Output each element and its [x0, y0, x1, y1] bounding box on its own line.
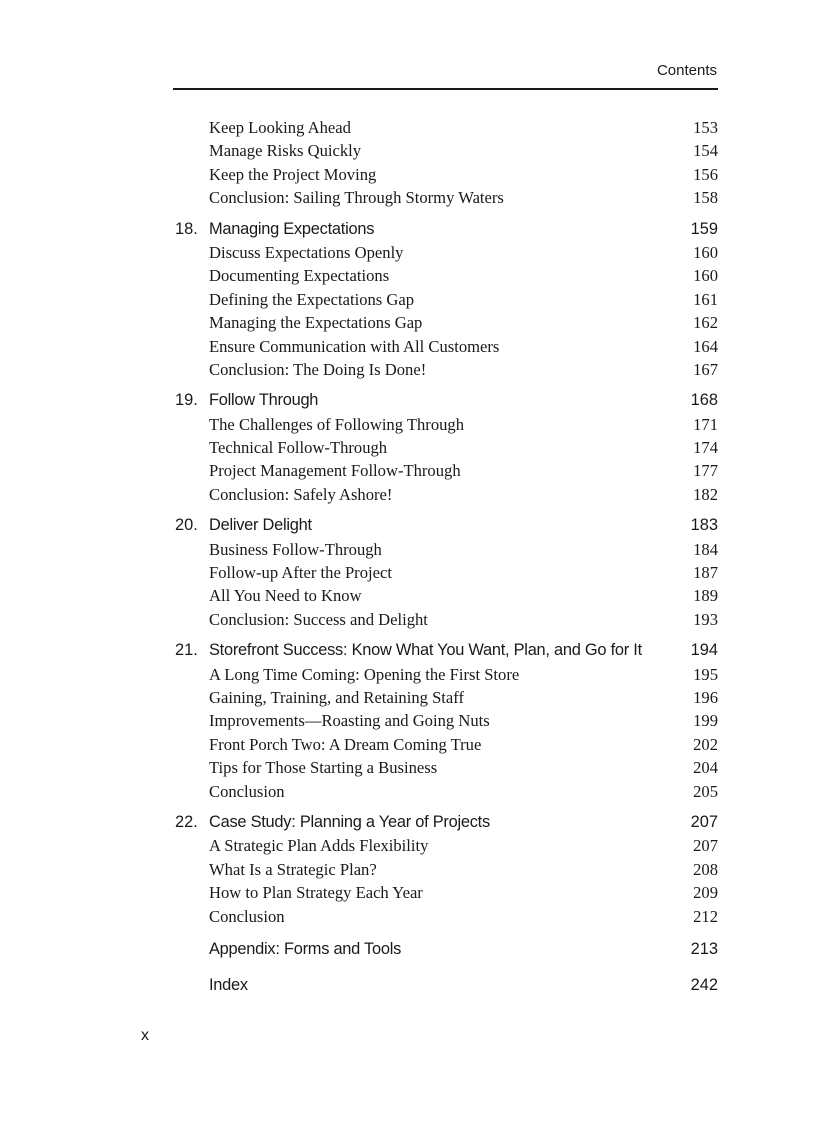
table-of-contents [173, 116, 718, 1008]
toc-entry-title: Technical Follow-Through [209, 438, 388, 458]
continued-chapter-section [173, 116, 718, 210]
toc-entry[interactable] [173, 709, 718, 732]
toc-entry-title: What Is a Strategic Plan? [209, 859, 377, 879]
chapter-number: 21. [175, 641, 198, 660]
toc-entry[interactable] [173, 139, 718, 162]
toc-entry-page: 174 [693, 438, 718, 458]
toc-entry-page: 204 [693, 758, 718, 778]
toc-entry-page: 199 [693, 711, 718, 731]
index-page: 242 [690, 975, 718, 994]
toc-entry-title: Conclusion: The Doing Is Done! [209, 359, 427, 379]
chapter-number: 22. [175, 812, 198, 831]
chapter-page: 183 [690, 516, 718, 535]
toc-entry[interactable] [173, 584, 718, 607]
chapter-title: Managing Expectations [209, 219, 375, 238]
chapter-page: 168 [690, 391, 718, 410]
toc-entry-title: Documenting Expectations [209, 266, 390, 286]
toc-entry-title: Tips for Those Starting a Business [209, 758, 438, 778]
toc-entry[interactable] [173, 116, 718, 139]
chapter-heading[interactable] [173, 811, 718, 834]
chapter-title: Storefront Success: Know What You Want, Plan, and Go for It [209, 641, 642, 660]
chapter-22-section [173, 811, 718, 928]
toc-entry[interactable] [173, 163, 718, 186]
appendix-page: 213 [690, 939, 718, 958]
toc-entry-page: 167 [693, 359, 718, 379]
toc-entry[interactable] [173, 538, 718, 561]
toc-entry-page: 208 [693, 859, 718, 879]
toc-entry-page: 161 [693, 289, 718, 309]
toc-entry-title: Defining the Expectations Gap [209, 289, 415, 309]
toc-entry-page: 160 [693, 242, 718, 262]
index-heading[interactable] [173, 972, 718, 998]
toc-entry-page: 162 [693, 313, 718, 333]
chapter-title: Follow Through [209, 391, 319, 410]
toc-entry-title: Conclusion [209, 906, 285, 926]
toc-entry-title: The Challenges of Following Through [209, 414, 465, 434]
toc-entry-page: 189 [693, 586, 718, 606]
toc-entry-page: 177 [693, 461, 718, 481]
chapter-heading[interactable] [173, 218, 718, 241]
toc-entry-title: Improvements—Roasting and Going Nuts [209, 711, 490, 731]
running-head: Contents [656, 62, 717, 79]
chapter-heading[interactable] [173, 514, 718, 537]
toc-entry-page: 154 [693, 141, 718, 161]
index-section [173, 972, 718, 998]
header-rule [173, 88, 718, 90]
toc-entry-page: 202 [693, 734, 718, 754]
toc-entry[interactable] [173, 311, 718, 334]
chapter-21-section [173, 639, 718, 803]
appendix-section [173, 936, 718, 962]
toc-entry[interactable] [173, 483, 718, 506]
toc-entry-page: 184 [693, 539, 718, 559]
toc-entry-title: Follow-up After the Project [209, 563, 392, 583]
toc-entry-page: 212 [693, 906, 718, 926]
toc-entry-page: 171 [693, 414, 718, 434]
chapter-number: 20. [175, 516, 198, 535]
chapter-number: 19. [175, 391, 198, 410]
toc-entry-title: Conclusion: Sailing Through Stormy Waters [209, 188, 504, 208]
index-title: Index [209, 975, 248, 994]
toc-entry-title: Project Management Follow-Through [209, 461, 461, 481]
toc-entry-page: 182 [693, 484, 718, 504]
chapter-20-section [173, 514, 718, 631]
toc-entry-title: Conclusion [209, 781, 285, 801]
toc-entry-page: 160 [693, 266, 718, 286]
toc-entry[interactable] [173, 436, 718, 459]
toc-entry-page: 156 [693, 164, 718, 184]
toc-entry-title: Conclusion: Safely Ashore! [209, 484, 393, 504]
toc-entry[interactable] [173, 686, 718, 709]
toc-entry[interactable] [173, 780, 718, 803]
toc-entry-page: 205 [693, 781, 718, 801]
chapter-page: 207 [690, 812, 718, 831]
toc-entry-title: Discuss Expectations Openly [209, 242, 404, 262]
chapter-18-section [173, 218, 718, 382]
toc-entry-title: Conclusion: Success and Delight [209, 609, 428, 629]
toc-entry[interactable] [173, 459, 718, 482]
chapter-page: 194 [690, 641, 718, 660]
chapter-title: Deliver Delight [209, 516, 312, 535]
chapter-heading[interactable] [173, 639, 718, 662]
toc-entry-title: A Long Time Coming: Opening the First Store [209, 664, 520, 684]
toc-entry[interactable] [173, 241, 718, 264]
toc-entry-page: 207 [693, 836, 718, 856]
toc-entry[interactable] [173, 756, 718, 779]
chapter-19-section [173, 389, 718, 506]
toc-entry-page: 195 [693, 664, 718, 684]
toc-entry-page: 153 [693, 118, 718, 137]
toc-entry-page: 164 [693, 336, 718, 356]
toc-entry[interactable] [173, 663, 718, 686]
toc-entry-title: Manage Risks Quickly [209, 141, 362, 161]
toc-entry[interactable] [173, 905, 718, 928]
toc-entry-title: Keep the Project Moving [209, 164, 377, 184]
toc-entry-page: 193 [693, 609, 718, 629]
toc-entry[interactable] [173, 733, 718, 756]
toc-entry[interactable] [173, 358, 718, 381]
toc-entry-title: Managing the Expectations Gap [209, 313, 423, 333]
toc-entry[interactable] [173, 608, 718, 631]
toc-entry[interactable] [173, 834, 718, 857]
toc-entry-title: Front Porch Two: A Dream Coming True [209, 734, 482, 754]
appendix-title: Appendix: Forms and Tools [209, 939, 402, 958]
toc-entry[interactable] [173, 858, 718, 881]
toc-entry-page: 196 [693, 687, 718, 707]
toc-entry[interactable] [173, 186, 718, 209]
chapter-title: Case Study: Planning a Year of Projects [209, 812, 490, 831]
chapter-number: 18. [175, 219, 198, 238]
toc-entry[interactable] [173, 881, 718, 904]
toc-entry-page: 158 [693, 188, 718, 208]
toc-entry-title: Keep Looking Ahead [209, 118, 351, 137]
toc-entry-title: Gaining, Training, and Retaining Staff [209, 687, 465, 707]
chapter-heading[interactable] [173, 389, 718, 412]
toc-entry-title: Business Follow-Through [209, 539, 382, 559]
toc-entry-page: 209 [693, 883, 718, 903]
toc-entry-title: A Strategic Plan Adds Flexibility [209, 836, 429, 856]
toc-entry-page: 187 [693, 563, 718, 583]
toc-entry-title: Ensure Communication with All Customers [209, 336, 500, 356]
toc-entry-title: All You Need to Know [209, 586, 362, 606]
chapter-page: 159 [690, 219, 718, 238]
toc-entry[interactable] [173, 335, 718, 358]
toc-entry[interactable] [173, 413, 718, 436]
toc-entry[interactable] [173, 561, 718, 584]
page-number: x [141, 1027, 149, 1044]
toc-entry[interactable] [173, 264, 718, 287]
appendix-heading[interactable] [173, 936, 718, 962]
toc-entry[interactable] [173, 288, 718, 311]
toc-entry-title: How to Plan Strategy Each Year [209, 883, 423, 903]
